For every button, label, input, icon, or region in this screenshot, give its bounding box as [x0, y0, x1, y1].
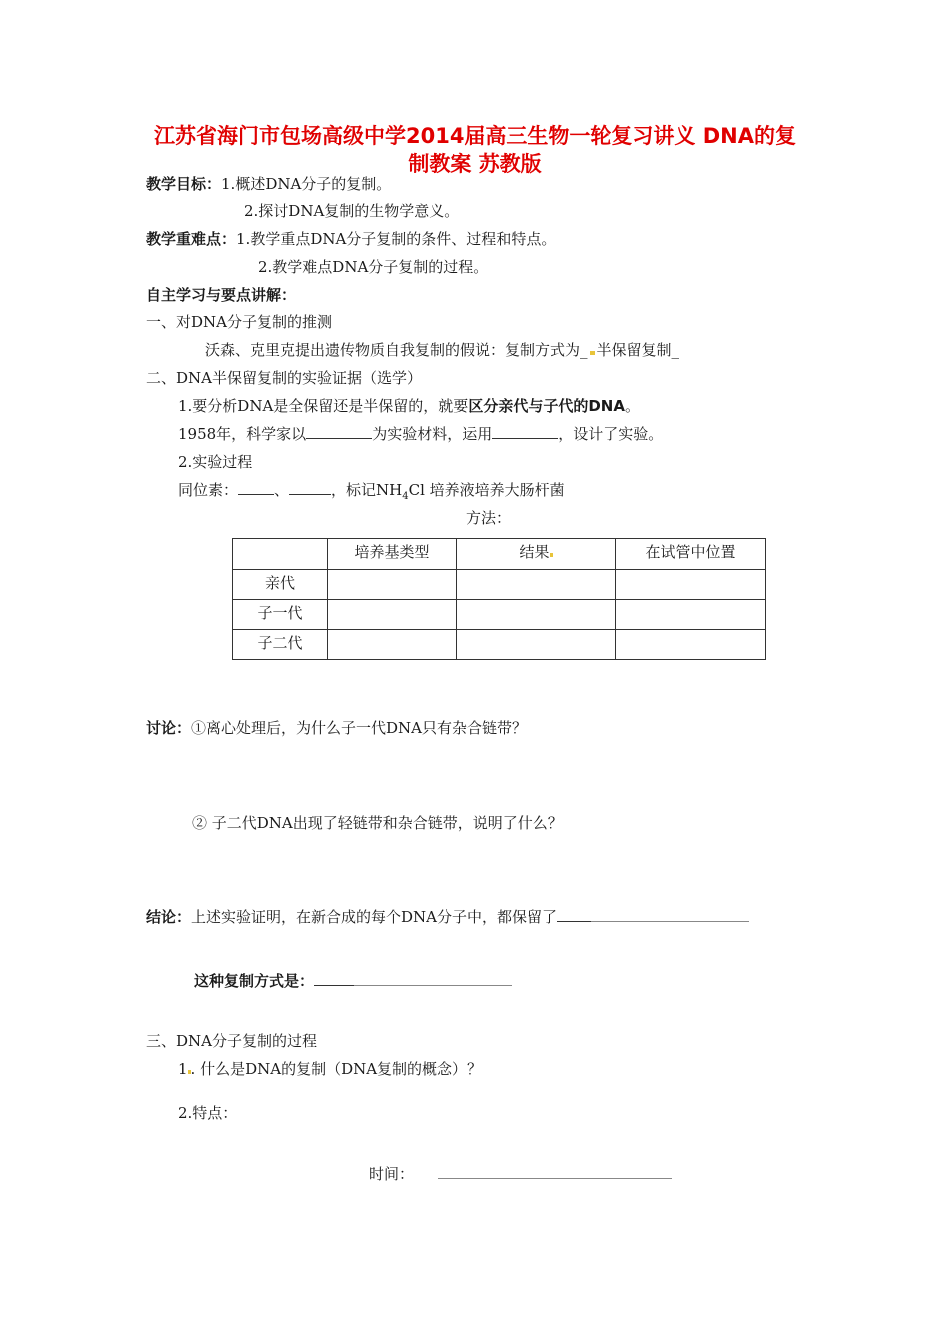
discussion-q1-line	[146, 718, 527, 738]
discussion-q1: ①离心处理后，为什么子一代DNA只有杂合链带？	[191, 719, 528, 737]
table-cell[interactable]	[328, 630, 457, 660]
section2-p1-bold: 区分亲代与子代的DNA	[468, 397, 625, 415]
section2-p1-c: 。	[624, 397, 640, 415]
table-cell[interactable]	[457, 570, 616, 600]
section2-p4-d: Cl 培养液培养大肠杆菌	[408, 481, 565, 499]
section2-p1	[178, 396, 640, 416]
blank-conclusion-a[interactable]	[557, 907, 591, 922]
discussion-label: 讨论：	[146, 719, 192, 737]
section2-p2-b: 为实验材料，运用	[372, 425, 493, 443]
experiment-table	[232, 538, 766, 660]
blank-mode-b[interactable]	[354, 971, 512, 986]
objectives-label: 教学目标：	[146, 175, 222, 193]
objective-item-1: 1.概述DNA分子的复制。	[221, 175, 392, 193]
section1-text-b: 半保留复制_	[596, 341, 680, 359]
table-row-label: 亲代	[233, 570, 328, 600]
section2-p2	[178, 424, 663, 444]
blank-technique[interactable]	[492, 424, 558, 439]
blank-time[interactable]	[438, 1164, 672, 1179]
conclusion-text: 上述实验证明，在新合成的每个DNA分子中，都保留了	[191, 908, 558, 926]
key-point-item-2: 2.教学难点DNA分子复制的过程。	[258, 258, 489, 276]
subscript-4: 4	[402, 491, 409, 502]
document-title-line1: 江苏省海门市包场高级中学2014届高三生物一轮复习讲义 DNA的复	[153, 124, 796, 148]
table-cell[interactable]	[328, 600, 457, 630]
table-cell[interactable]	[616, 570, 766, 600]
table-cell[interactable]	[457, 600, 616, 630]
time-label: 时间：	[369, 1165, 415, 1183]
section3-q1-text: . 什么是DNA的复制（DNA复制的概念）？	[190, 1060, 483, 1078]
objectives-line1	[146, 174, 391, 194]
blank-isotope-1[interactable]	[238, 480, 274, 495]
section1-text-a: 沃森、克里克提出遗传物质自我复制的假说：复制方式为_	[205, 341, 588, 359]
highlight-mark	[590, 351, 595, 355]
highlight-mark	[550, 553, 553, 557]
table-header-row	[233, 539, 766, 570]
method-label: 方法：	[466, 509, 512, 527]
table-row	[233, 600, 766, 630]
blank-conclusion-b[interactable]	[591, 907, 749, 922]
section1-text	[205, 340, 679, 360]
table-cell[interactable]	[616, 600, 766, 630]
blank-material[interactable]	[306, 424, 372, 439]
replication-mode-label: 这种复制方式是：	[194, 972, 315, 990]
section2-p4-a: 同位素：	[178, 481, 239, 499]
section3-q1-num: 1	[178, 1060, 188, 1078]
section2-p4-c: ，标记NH	[331, 481, 403, 499]
table-header-cell: 培养基类型	[328, 539, 457, 570]
blank-isotope-2[interactable]	[289, 480, 331, 495]
table-header-cell: 结果	[457, 539, 616, 570]
section3-q2: 2.特点：	[178, 1104, 238, 1122]
table-cell[interactable]	[328, 570, 457, 600]
document-title-line2: 制教案 苏教版	[408, 152, 542, 176]
self-study-heading: 自主学习与要点讲解：	[146, 286, 297, 304]
table-row	[233, 570, 766, 600]
section2-p2-a: 1958年，科学家以	[178, 425, 307, 443]
table-header-cell	[233, 539, 328, 570]
objective-item-2: 2.探讨DNA复制的生物学意义。	[244, 202, 460, 220]
section2-p2-c: ，设计了实验。	[558, 425, 664, 443]
table-cell[interactable]	[616, 630, 766, 660]
blank-mode-a[interactable]	[314, 971, 354, 986]
section1-heading: 一、对DNA分子复制的推测	[146, 313, 332, 331]
discussion-q2: ② 子二代DNA出现了轻链带和杂合链带，说明了什么？	[192, 814, 563, 832]
section3-q1	[178, 1059, 482, 1079]
key-point-item-1: 1.教学重点DNA分子复制的条件、过程和特点。	[236, 230, 557, 248]
table-row-label: 子二代	[233, 630, 328, 660]
section2-p3: 2.实验过程	[178, 453, 253, 471]
key-points-line1	[146, 229, 556, 249]
table-header-cell: 在试管中位置	[616, 539, 766, 570]
section2-p4-b: 、	[274, 481, 290, 499]
conclusion-line	[146, 907, 749, 927]
replication-mode-line	[194, 971, 512, 991]
time-line	[369, 1164, 672, 1184]
section2-heading: 二、DNA半保留复制的实验证据（选学）	[146, 369, 422, 387]
section2-p1-a: 1.要分析DNA是全保留还是半保留的，就要	[178, 397, 469, 415]
table-row	[233, 630, 766, 660]
table-row-label: 子一代	[233, 600, 328, 630]
conclusion-label: 结论：	[146, 908, 192, 926]
section3-heading: 三、DNA分子复制的过程	[146, 1032, 317, 1050]
section2-p4	[178, 480, 565, 500]
key-points-label: 教学重难点：	[146, 230, 237, 248]
table-cell[interactable]	[457, 630, 616, 660]
